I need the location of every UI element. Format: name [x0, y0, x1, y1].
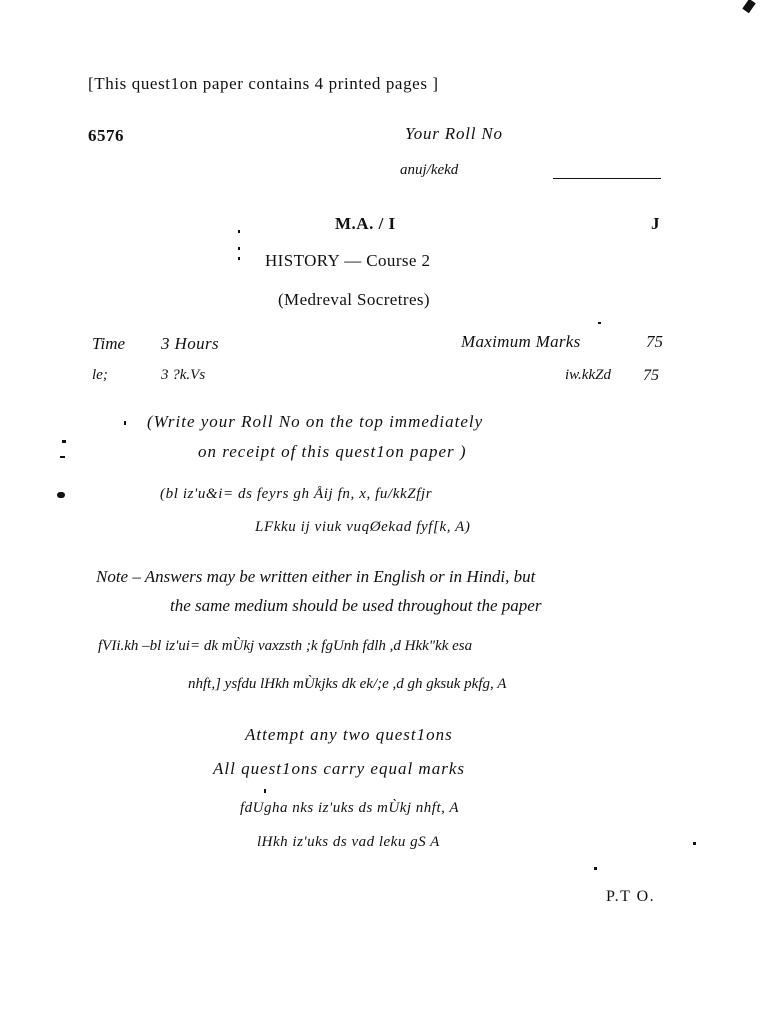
roll-instruction-hi-line-1: (bl iz'u&i= ds feyrs gh Åij fn, x, fu/kkZfjr: [160, 486, 433, 502]
attempt-instruction-hi-line-2: lHkh iz'uks ds vad leku gS A: [257, 834, 440, 850]
roll-instruction-en-line-2: on receipt of this quest1on paper ): [198, 442, 467, 461]
roll-instruction-hi-line-2: LFkku ij viuk vuqØekad fyf[k, A): [255, 519, 471, 535]
scan-speck: [594, 867, 597, 870]
roll-number-label-en: Your Roll No: [405, 124, 503, 143]
paper-title: (Medreval Socretres): [278, 290, 430, 309]
roll-instruction-en-line-1: (Write your Roll No on the top immediately: [147, 412, 484, 431]
max-marks-label-hi: iw.kkZd: [565, 367, 611, 383]
course-code: M.A. / I: [335, 214, 396, 233]
page-count-note: [This quest1on paper contains 4 printed pages ]: [88, 74, 439, 93]
subject-title: HISTORY — Course 2: [265, 251, 431, 270]
roll-number-blank-line: [553, 178, 661, 179]
time-label-en: Time: [92, 334, 126, 353]
scan-speck: [238, 247, 240, 250]
scan-speck: [62, 440, 66, 443]
attempt-instruction-en-line-1: Attempt any two quest1ons: [245, 725, 453, 744]
please-turn-over: P.T O.: [606, 888, 656, 905]
max-marks-label-en: Maximum Marks: [461, 332, 581, 351]
time-label-hi: le;: [92, 367, 108, 383]
time-value-hi: 3 ?k.Vs: [161, 367, 206, 383]
attempt-instruction-en-line-2: All quest1ons carry equal marks: [213, 759, 465, 778]
attempt-instruction-hi-line-1: fdUgha nks iz'uks ds mÙkj nhft, A: [240, 800, 460, 816]
paper-code: 6576: [88, 126, 124, 145]
scan-speck: [238, 230, 240, 233]
scan-speck: [598, 322, 601, 324]
roll-number-label-hi: anuj/kekd: [400, 162, 459, 178]
scan-speck: [60, 456, 65, 458]
medium-note-en-line-2: the same medium should be used throughout the paper: [170, 596, 542, 615]
scan-speck: [742, 0, 755, 13]
set-code: J: [651, 214, 660, 233]
medium-note-en-line-1: Note – Answers may be written either in English or in Hindi, but: [96, 567, 536, 586]
scan-speck: [238, 257, 240, 260]
scan-speck: [264, 789, 266, 793]
scan-speck: [57, 492, 65, 498]
max-marks-value-hi: 75: [643, 367, 659, 384]
medium-note-hi-line-1: fVIi.kh –bl iz'ui= dk mÙkj vaxzsth ;k fgUnh fdlh ,d Hkk"kk esa: [98, 638, 473, 654]
scan-speck: [693, 842, 696, 845]
max-marks-value-en: 75: [646, 332, 663, 351]
scan-speck: [124, 421, 126, 425]
medium-note-hi-line-2: nhft,] ysfdu lHkh mÙkjks dk ek/;e ,d gh gksuk pkfg, A: [188, 676, 507, 692]
time-value-en: 3 Hours: [161, 334, 220, 353]
